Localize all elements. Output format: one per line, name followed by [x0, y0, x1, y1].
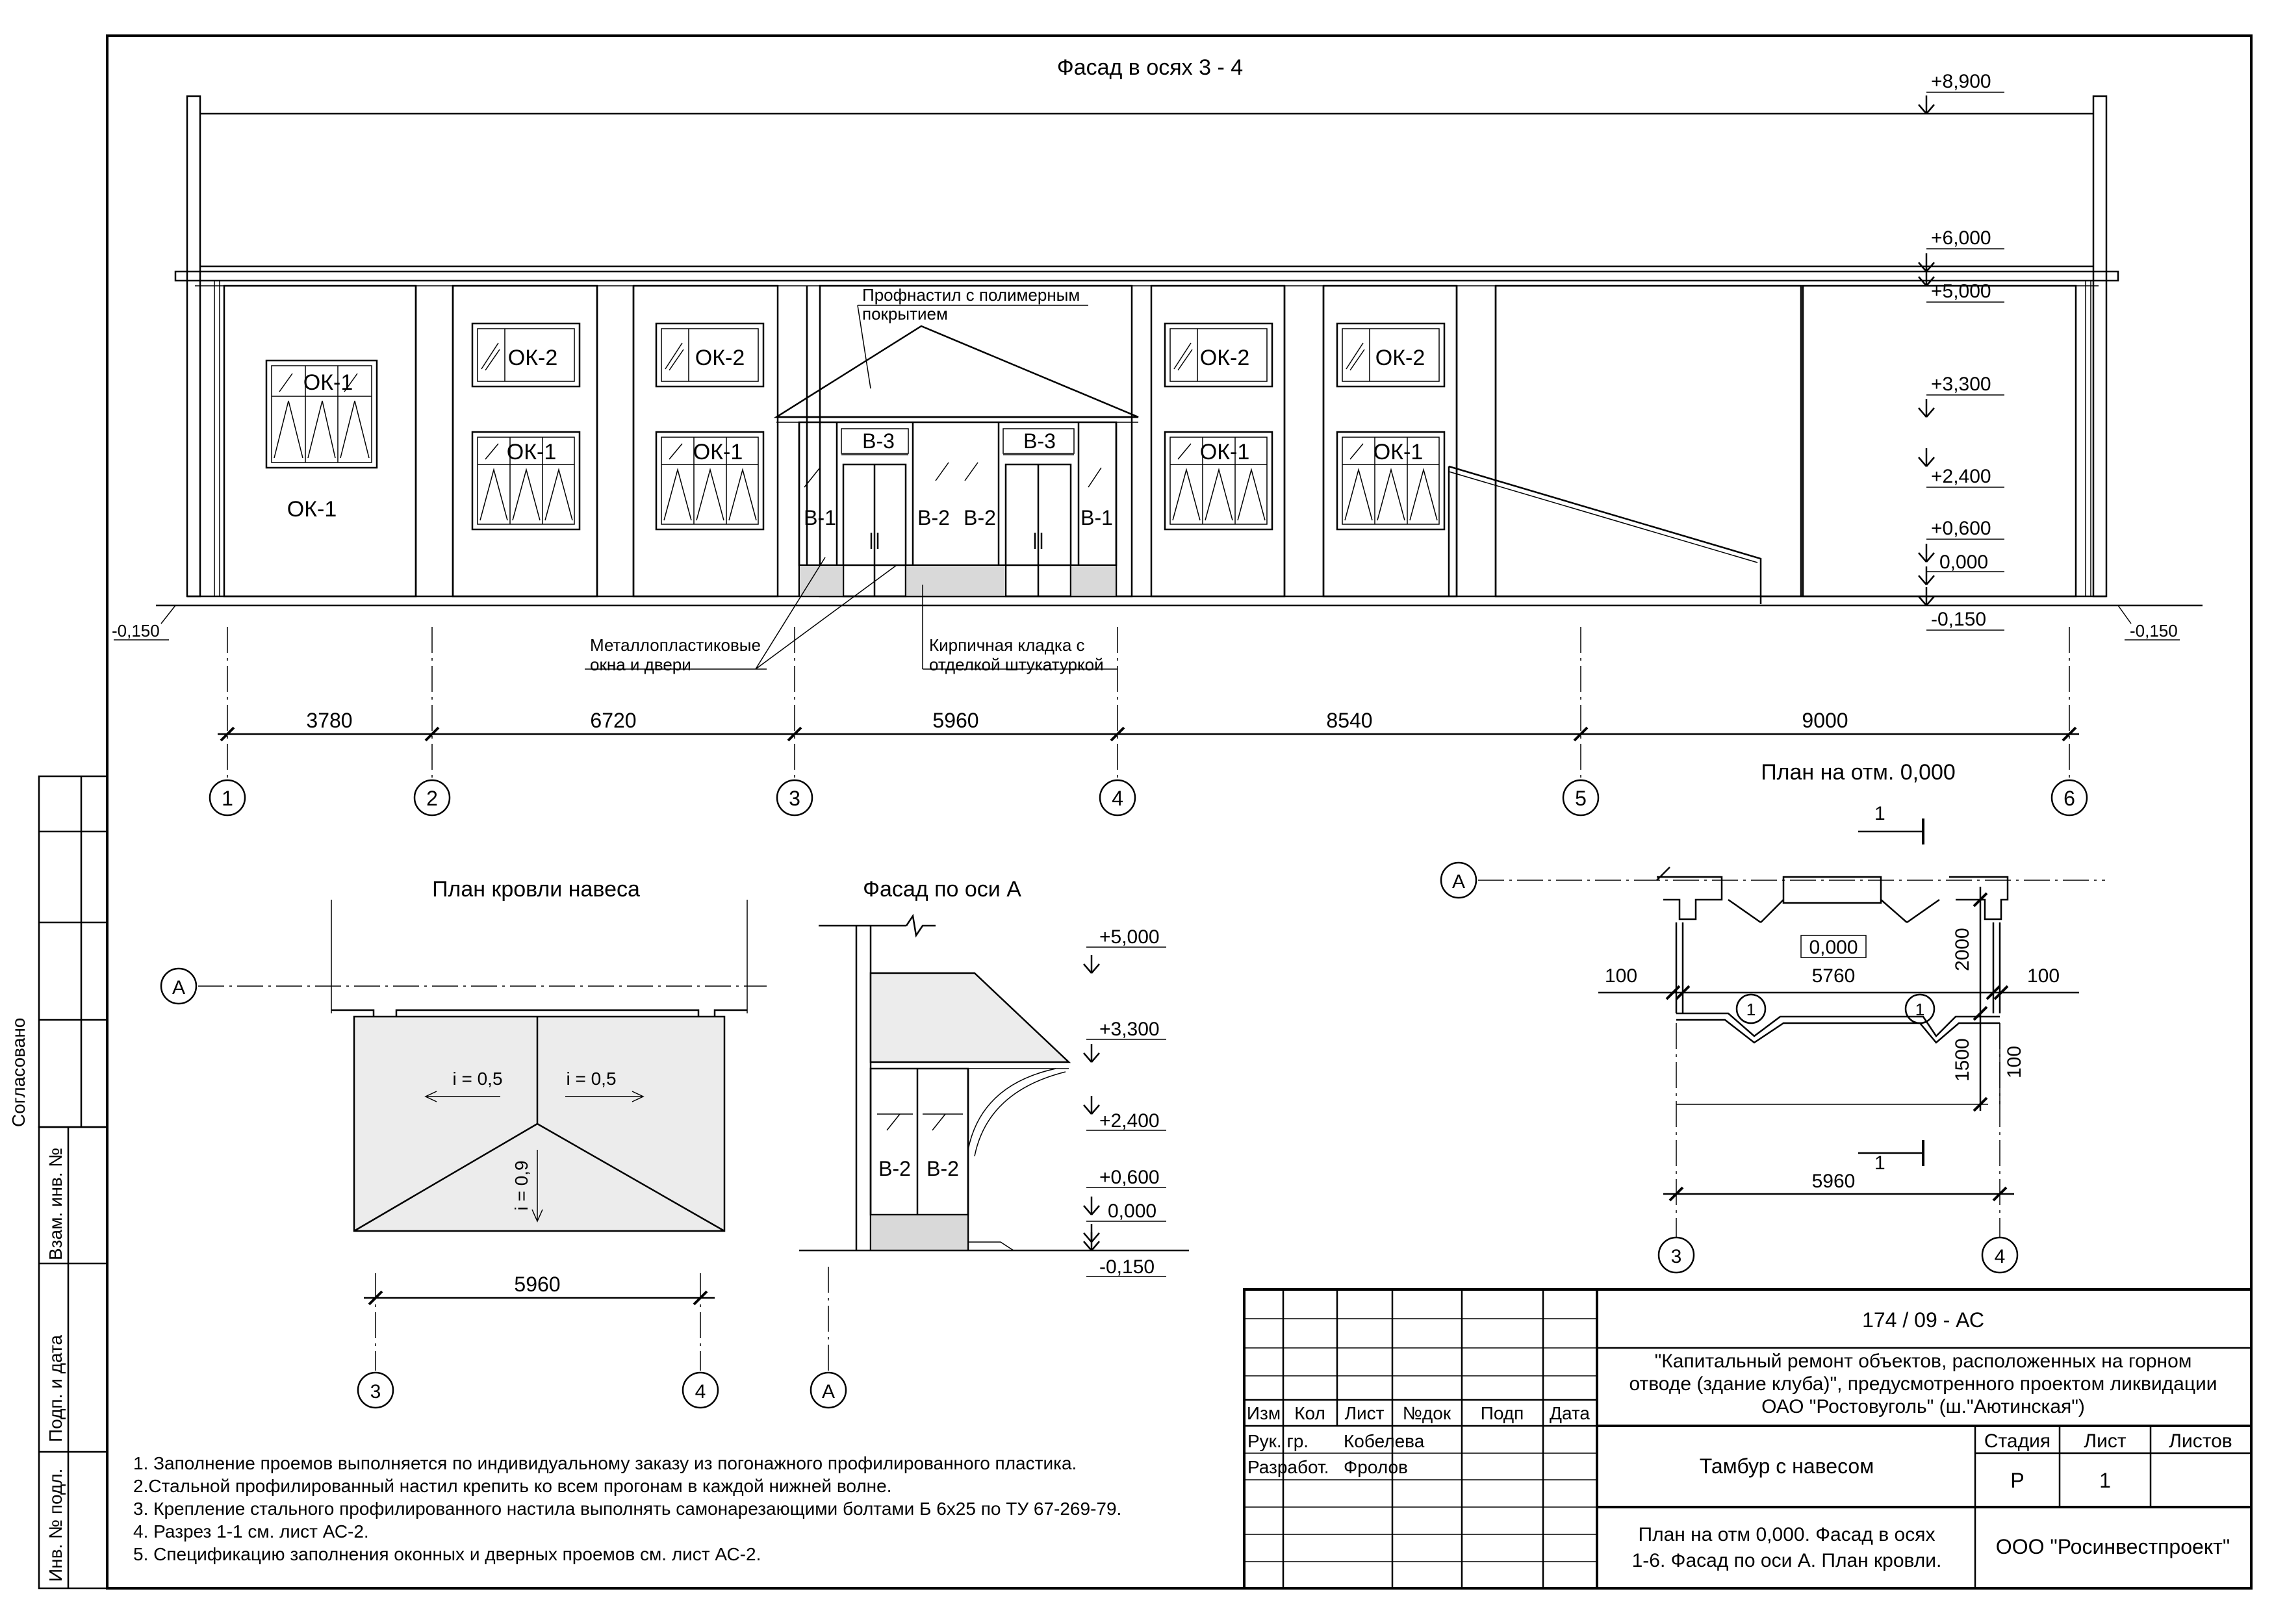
plan-dim-100-vert: 100 [2004, 1045, 2025, 1078]
tb-head-ndok: №док [1402, 1403, 1451, 1423]
plan-dim-2000: 2000 [1952, 928, 1973, 971]
stamp-sign-date: Подп. и дата [45, 1335, 66, 1442]
plan-dim-100-right: 100 [2026, 965, 2060, 987]
label-ok1-4: ОК-1 [1373, 440, 1424, 464]
note-3: 3. Крепление стального профилированного настила выполнять самонарезающими болтами Б 6х25 по ТУ 67-269-79. [133, 1499, 1122, 1519]
section-mark-bottom: 1 [1874, 1152, 1885, 1174]
facade-a-elev-minus0150: -0,150 [1099, 1256, 1155, 1278]
note-metal-1: Металлопластиковые [590, 635, 761, 655]
dim-9000: 9000 [1802, 709, 1848, 732]
plan-axis-3: 3 [1670, 1246, 1682, 1267]
tb-object: Тамбур с навесом [1699, 1454, 1874, 1478]
elev-minus0150: -0,150 [1931, 609, 1987, 630]
elev-5000: +5,000 [1931, 281, 1991, 302]
tb-role-head: Рук. гр. [1247, 1431, 1309, 1451]
label-v3-b: В-3 [1023, 429, 1056, 453]
tb-sheet-label: Лист [2084, 1430, 2127, 1452]
label-ok1-b: ОК-1 [287, 497, 337, 522]
dim-3780: 3780 [306, 709, 353, 732]
label-ok1-a: ОК-1 [303, 370, 353, 395]
dim-5960: 5960 [932, 709, 979, 732]
label-ok2-4: ОК-2 [1375, 346, 1425, 370]
axis-6: 6 [2063, 787, 2075, 810]
tb-project-2: отводе (здание клуба)", предусмотренного проектом ликвидации [1629, 1373, 2217, 1395]
tb-head-izm: Изм [1246, 1403, 1281, 1423]
elev-8900: +8,900 [1931, 71, 1991, 92]
label-ok1-1: ОК-1 [506, 440, 557, 464]
facade-a-title: Фасад по оси А [863, 877, 1021, 902]
tb-head-kol: Кол [1294, 1403, 1325, 1423]
note-5: 5. Спецификацию заполнения оконных и дверных проемов см. лист АС-2. [133, 1544, 761, 1564]
elev-6000: +6,000 [1931, 227, 1991, 249]
plan-mark-1b: 1 [1915, 1000, 1925, 1019]
dim-6720: 6720 [590, 709, 637, 732]
roof-dim: 5960 [514, 1273, 561, 1296]
tb-sheet: 1 [2099, 1469, 2111, 1492]
plan-axis-4: 4 [1994, 1246, 2006, 1267]
note-profnastil-1: Профнастил с полимерным [862, 285, 1080, 305]
facade-a-door-2: В-2 [926, 1157, 959, 1180]
note-brick-1: Кирпичная кладка с [929, 635, 1085, 655]
section-mark-top: 1 [1874, 803, 1885, 824]
facade-a-door-1: В-2 [878, 1157, 911, 1180]
dim-8540: 8540 [1326, 709, 1373, 732]
axis-3: 3 [789, 787, 800, 810]
plan-dim-100-left: 100 [1604, 965, 1638, 987]
label-ok2-1: ОК-2 [507, 346, 558, 370]
tb-sheet-title-1: План на отм 0,000. Фасад в осях [1638, 1524, 1935, 1545]
tb-head-list: Лист [1344, 1403, 1385, 1423]
facade-a-elev-0000: 0,000 [1108, 1200, 1157, 1222]
label-v1-a: В-1 [804, 506, 836, 529]
tb-company: ООО "Росинвестпроект" [1995, 1535, 2230, 1558]
axis-1: 1 [222, 787, 233, 810]
elev-0000: 0,000 [1939, 552, 1989, 573]
tb-project-3: ОАО "Ростовуголь" (ш."Аютинская") [1761, 1396, 2085, 1417]
label-ok2-3: ОК-2 [1199, 346, 1250, 370]
tb-stage: Р [2010, 1469, 2025, 1492]
tb-sheet-title-2: 1-6. Фасад по оси А. План кровли. [1631, 1550, 1942, 1571]
roof-axis-4: 4 [695, 1381, 706, 1402]
facade-a-axis: А [821, 1381, 836, 1402]
label-ok2-2: ОК-2 [695, 346, 745, 370]
plan-dim-5760: 5760 [1811, 965, 1856, 987]
roof-plan-title: План кровли навеса [432, 877, 640, 902]
elev-2400: +2,400 [1931, 466, 1991, 487]
note-1: 1. Заполнение проемов выполняется по индивидуальному заказу из погонажного профилированного пластика. [133, 1453, 1077, 1473]
tb-name-head: Кобелева [1344, 1431, 1425, 1451]
tb-role-dev: Разработ. [1247, 1457, 1329, 1477]
stamp-inv-exchange: Взам. инв. № [45, 1147, 66, 1260]
slope-right: i = 0,5 [566, 1069, 617, 1089]
plan-level: 0,000 [1809, 937, 1858, 958]
tb-name-dev: Фролов [1344, 1457, 1408, 1477]
ground-right-label: -0,150 [2130, 621, 2178, 641]
elev-0600: +0,600 [1931, 518, 1991, 539]
plan-dim-1500: 1500 [1952, 1038, 1973, 1082]
facade-title: Фасад в осях 3 - 4 [1056, 55, 1244, 80]
tb-sheets-label: Листов [2169, 1430, 2232, 1452]
facade-a-elev-3300: +3,300 [1099, 1019, 1160, 1040]
tb-project-1: "Капитальный ремонт объектов, расположенных на горном [1654, 1351, 2192, 1372]
roof-axis-3: 3 [370, 1381, 381, 1402]
note-profnastil-2: покрытием [862, 304, 948, 324]
stamp-agreed: Согласовано [8, 1017, 29, 1127]
roof-axis-a: А [172, 977, 186, 998]
elev-3300: +3,300 [1931, 374, 1991, 395]
note-2: 2.Стальной профилированный настил крепить ко всем прогонам в каждой нижней волне. [133, 1476, 892, 1496]
label-ok1-2: ОК-1 [693, 440, 743, 464]
note-4: 4. Разрез 1-1 см. лист АС-2. [133, 1521, 369, 1542]
axis-2: 2 [426, 787, 438, 810]
plan-axis-a: А [1451, 871, 1466, 893]
plan-dim-5960: 5960 [1811, 1171, 1856, 1192]
plan-mark-1a: 1 [1746, 1000, 1756, 1019]
facade-a-elev-0600: +0,600 [1099, 1167, 1160, 1188]
note-metal-2: окна и двери [590, 655, 691, 674]
tb-stage-label: Стадия [1984, 1430, 2051, 1452]
label-v2-a: В-2 [917, 506, 950, 529]
axis-4: 4 [1112, 787, 1123, 810]
slope-down: i = 0,9 [511, 1160, 531, 1211]
slope-left: i = 0,5 [452, 1069, 503, 1089]
tb-code: 174 / 09 - АС [1862, 1308, 1984, 1332]
tb-head-data: Дата [1549, 1403, 1591, 1423]
facade-a-elev-5000: +5,000 [1099, 926, 1160, 948]
plan-zero-title: План на отм. 0,000 [1761, 760, 1956, 785]
label-ok1-3: ОК-1 [1199, 440, 1250, 464]
axis-5: 5 [1575, 787, 1587, 810]
note-brick-2: отделкой штукатуркой [929, 655, 1104, 674]
ground-left-label: -0,150 [112, 621, 160, 641]
label-v2-b: В-2 [964, 506, 996, 529]
label-v3-a: В-3 [862, 429, 895, 453]
facade-a-elev-2400: +2,400 [1099, 1110, 1160, 1132]
stamp-inv-original: Инв. № подл. [45, 1468, 66, 1582]
tb-head-podp: Подп [1480, 1403, 1524, 1423]
label-v1-b: В-1 [1080, 506, 1113, 529]
